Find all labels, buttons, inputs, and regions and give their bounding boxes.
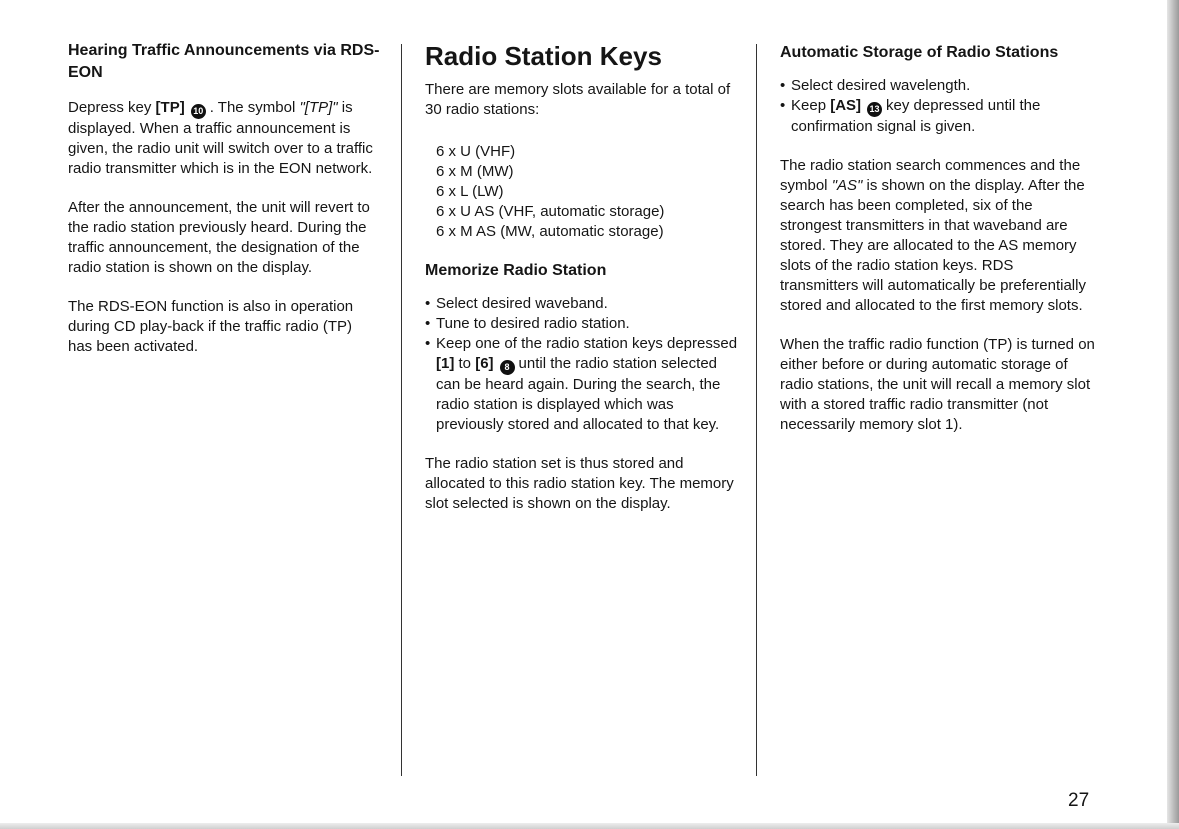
tp-key-label: [TP] <box>155 99 185 116</box>
automatic-storage-heading: Automatic Storage of Radio Stations <box>780 44 1059 61</box>
tp-symbol: "[TP]" <box>299 99 338 116</box>
auto-step2-text-a: Keep <box>791 97 831 114</box>
memory-slots-intro: There are memory slots available for a total of 30 radio stations: <box>425 81 731 118</box>
tp-text-a: Depress key <box>68 99 156 116</box>
key-number-badge-8: 8 <box>500 360 515 375</box>
rds-eon-cd-paragraph: The RDS-EON function is also in operation during CD play-back if the traffic radio (TP) has been activated. <box>68 298 354 355</box>
column-divider-right <box>756 44 757 776</box>
automatic-storage-steps <box>780 76 1095 137</box>
key-6-label: [6] <box>475 355 494 372</box>
memory-slot-item: 6 x L (LW) <box>436 183 504 200</box>
page-number: 27 <box>1068 790 1090 811</box>
station-stored-paragraph: The radio station set is thus stored and allocated to this radio station key. The memory slot selected is shown on the display. <box>425 455 734 512</box>
search-text-b: is shown on the display. After the search has been completed, six of the strongest transmitters in that waveband are stored. They are allocated to the AS memory slots of the radio station keys. RDS transmitters will automatically be preferentially stored and allocated to the first memory slots. <box>780 177 1086 314</box>
key-1-label: [1] <box>436 355 455 372</box>
traffic-radio-storage-paragraph: When the traffic radio function (TP) is turned on either before or during automatic storage of radio stations, the unit will recall a memory slot with a stored traffic radio transmitter (not necessarily memory slot 1). <box>780 336 1095 433</box>
key-number-badge-10: 10 <box>191 104 206 119</box>
page-edge-shadow <box>1167 0 1179 829</box>
search-text-a: The radio station search commences and the symbol <box>780 157 1081 194</box>
tp-text-b: . The symbol <box>209 99 300 116</box>
memorize-step-2: • Tune to desired radio station. <box>425 314 740 334</box>
memory-slot-item: 6 x M AS (MW, automatic storage) <box>436 223 664 240</box>
step3-text-a: Keep one of the radio station keys depressed <box>436 335 738 352</box>
column-divider-left <box>401 44 402 776</box>
tp-key-paragraph <box>68 98 380 179</box>
memory-slot-list <box>436 142 740 242</box>
search-commences-paragraph <box>780 156 1095 316</box>
memory-slot-item: 6 x U (VHF) <box>436 143 516 160</box>
auto-step-2 <box>780 96 1095 137</box>
left-column <box>68 40 380 376</box>
page-bottom-edge <box>0 823 1179 829</box>
memorize-station-heading: Memorize Radio Station <box>425 262 607 279</box>
auto-step2-text-b: key depressed until the confirmation signal is given. <box>791 97 1041 135</box>
middle-column <box>425 40 740 533</box>
memorize-step-3 <box>425 334 740 435</box>
right-column <box>780 40 1095 454</box>
memory-slot-item: 6 x U AS (VHF, automatic storage) <box>436 203 665 220</box>
radio-station-keys-title: Radio Station Keys <box>425 41 662 71</box>
memory-slot-item: 6 x M (MW) <box>436 163 514 180</box>
auto-step-1: • Select desired wavelength. <box>780 76 1095 96</box>
memorize-step-1: • Select desired waveband. <box>425 294 740 314</box>
step3-to: to <box>454 355 476 372</box>
key-number-badge-13: 13 <box>867 102 882 117</box>
as-symbol: "AS" <box>831 177 863 194</box>
announcement-revert-paragraph: After the announcement, the unit will revert to the radio station previously heard. During the traffic announcement, the designation of the radio station is shown on the display. <box>68 199 370 276</box>
traffic-announcements-heading: Hearing Traffic Announcements via RDS-EON <box>68 42 380 81</box>
tp-text-c: is displayed. When a traffic announcement is given, the radio unit will switch over to a traffic radio transmitter which is in the EON network. <box>68 99 373 177</box>
as-key-label: [AS] <box>830 97 862 114</box>
memorize-steps-list <box>425 294 740 435</box>
step3-text-b: until the radio station selected can be heard again. During the search, the radio station is displayed which was previously stored and allocated to that key. <box>436 355 721 433</box>
